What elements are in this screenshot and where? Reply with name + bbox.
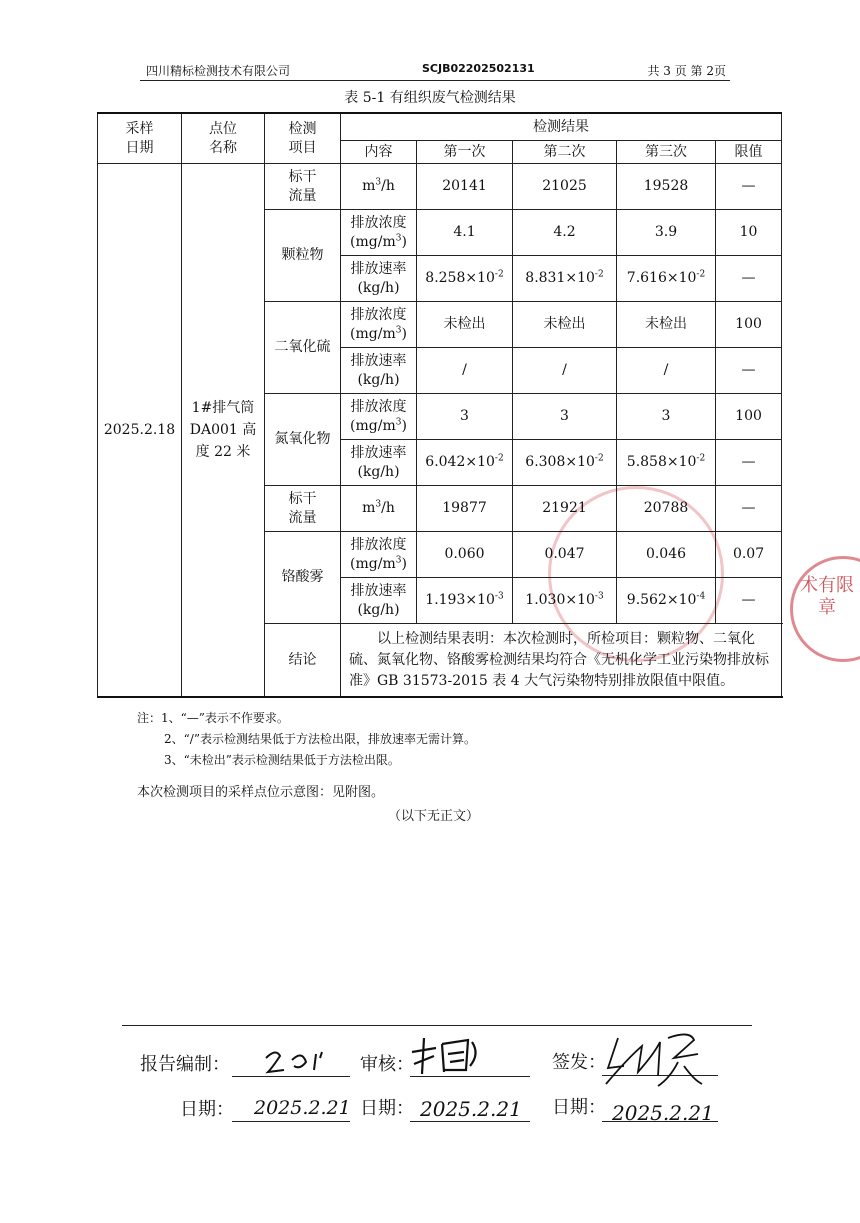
content-cell: 排放速率 (kg/h)	[341, 256, 417, 302]
date-label-approve: 日期：	[552, 1097, 606, 1118]
content-cell: $m^3/h$	[341, 164, 417, 210]
approve-signature	[598, 1028, 708, 1092]
value-cell: $1.030\times 10^{-3}$	[513, 578, 617, 624]
notes	[137, 708, 476, 771]
content-cell: 排放浓度 $(mg/m^3)$	[341, 394, 417, 440]
prepared-label: 报告编制：	[140, 1054, 230, 1075]
value-cell: 20141	[417, 164, 513, 210]
page-info: 共 3 页 第 2页	[647, 64, 726, 78]
col-content: 内容	[341, 141, 417, 164]
col-point: 点位 名称	[182, 113, 265, 164]
value-cell: 3	[417, 394, 513, 440]
limit-cell: —	[716, 486, 782, 532]
item-cell: 标干 流量	[265, 164, 341, 210]
prepared-date-handwriting	[254, 1092, 354, 1122]
value-cell: 未检出	[617, 302, 716, 348]
value-cell: $1.193\times 10^{-3}$	[417, 578, 513, 624]
value-cell: $8.831\times 10^{-2}$	[513, 256, 617, 302]
value-cell: 0.060	[417, 532, 513, 578]
edge-stamp-line: 章	[818, 597, 836, 618]
date-label-review: 日期：	[360, 1098, 414, 1119]
value-cell: $8.258\times 10^{-2}$	[417, 256, 513, 302]
limit-cell: —	[716, 164, 782, 210]
col-limit: 限值	[716, 141, 782, 164]
table-caption: 表 5-1 有组织废气检测结果	[344, 90, 516, 106]
limit-cell: 100	[716, 394, 782, 440]
item-cell: 颗粒物	[265, 210, 341, 302]
review-date-handwriting	[420, 1092, 535, 1124]
limit-cell: —	[716, 578, 782, 624]
prepared-date: 2025.2.21	[254, 1097, 351, 1119]
company-name: 四川精标检测技术有限公司	[146, 64, 291, 78]
review-date: 2025.2.21	[420, 1097, 522, 1121]
value-cell: /	[417, 348, 513, 394]
value-cell: $9.562\times 10^{-4}$	[617, 578, 716, 624]
reference-text: 本次检测项目的采样点位示意图：见附图。	[137, 785, 385, 800]
value-cell: $5.858\times 10^{-2}$	[617, 440, 716, 486]
col-sample-date: 采样 日期	[98, 113, 182, 164]
results-table	[97, 112, 782, 698]
content-cell: 排放浓度 $(mg/m^3)$	[341, 210, 417, 256]
value-cell: 3.9	[617, 210, 716, 256]
col-second: 第二次	[513, 141, 617, 164]
col-item: 检测 项目	[265, 113, 341, 164]
content-cell: 排放速率 (kg/h)	[341, 348, 417, 394]
note-3: 3、“未检出”表示检测结果低于方法检出限。	[164, 753, 400, 767]
conclusion-label: 结论	[265, 624, 341, 698]
approve-label: 签发：	[552, 1052, 606, 1073]
value-cell: /	[617, 348, 716, 394]
value-cell: 0.047	[513, 532, 617, 578]
value-cell: 19528	[617, 164, 716, 210]
end-text: （以下无正文）	[388, 809, 480, 824]
content-cell: 排放速率 (kg/h)	[341, 440, 417, 486]
value-cell: 未检出	[513, 302, 617, 348]
report-code: SCJB02202502131	[422, 62, 535, 75]
value-cell: 0.046	[617, 532, 716, 578]
note-2: 2、“/”表示检测结果低于方法检出限，排放速率无需计算。	[164, 732, 476, 746]
page-header	[140, 62, 730, 81]
edge-stamp-text	[800, 575, 854, 619]
content-cell: 排放浓度 $(mg/m^3)$	[341, 302, 417, 348]
content-cell: $m^3/h$	[341, 486, 417, 532]
value-cell: 4.1	[417, 210, 513, 256]
item-cell: 氮氧化物	[265, 394, 341, 486]
limit-cell: 10	[716, 210, 782, 256]
item-cell: 标干 流量	[265, 486, 341, 532]
value-cell: $6.042\times 10^{-2}$	[417, 440, 513, 486]
content-cell: 排放浓度 $(mg/m^3)$	[341, 532, 417, 578]
item-cell: 铬酸雾	[265, 532, 341, 624]
content-cell: 排放速率 (kg/h)	[341, 578, 417, 624]
item-cell: 二氧化硫	[265, 302, 341, 394]
date-label-prepared: 日期：	[180, 1099, 234, 1120]
limit-cell: 0.07	[716, 532, 782, 578]
value-cell: 20788	[617, 486, 716, 532]
sample-date-cell: 2025.2.18	[98, 164, 182, 698]
note-1: 注：1、“—”表示不作要求。	[137, 711, 289, 725]
col-results: 检测结果	[341, 113, 782, 141]
prepared-signature	[262, 1046, 332, 1076]
col-first: 第一次	[417, 141, 513, 164]
limit-cell: —	[716, 440, 782, 486]
review-label: 审核：	[360, 1054, 414, 1075]
value-cell: 3	[617, 394, 716, 440]
approve-date: 2025.2.21	[612, 1101, 714, 1125]
value-cell: 3	[513, 394, 617, 440]
value-cell: $6.308\times 10^{-2}$	[513, 440, 617, 486]
point-cell: 1#排气筒 DA001 高度 22 米	[182, 164, 265, 698]
signature-divider	[122, 1025, 752, 1026]
value-cell: $7.616\times 10^{-2}$	[617, 256, 716, 302]
approve-date-handwriting	[612, 1092, 727, 1132]
limit-cell: —	[716, 348, 782, 394]
value-cell: 21921	[513, 486, 617, 532]
limit-cell: 100	[716, 302, 782, 348]
value-cell: 19877	[417, 486, 513, 532]
conclusion-text: 以上检测结果表明：本次检测时，所检项目：颗粒物、二氧化硫、氮氧化物、铬酸雾检测结果均符合《无机化学工业污染物排放标准》GB 31573-2015 表 4 大气污染物特别排放限值中限值。	[341, 624, 782, 698]
table-row	[98, 164, 782, 210]
col-third: 第三次	[617, 141, 716, 164]
review-signature	[408, 1034, 488, 1078]
edge-stamp-line: 术有限	[800, 575, 854, 596]
value-cell: 未检出	[417, 302, 513, 348]
value-cell: 4.2	[513, 210, 617, 256]
value-cell: 21025	[513, 164, 617, 210]
value-cell: /	[513, 348, 617, 394]
limit-cell: —	[716, 256, 782, 302]
